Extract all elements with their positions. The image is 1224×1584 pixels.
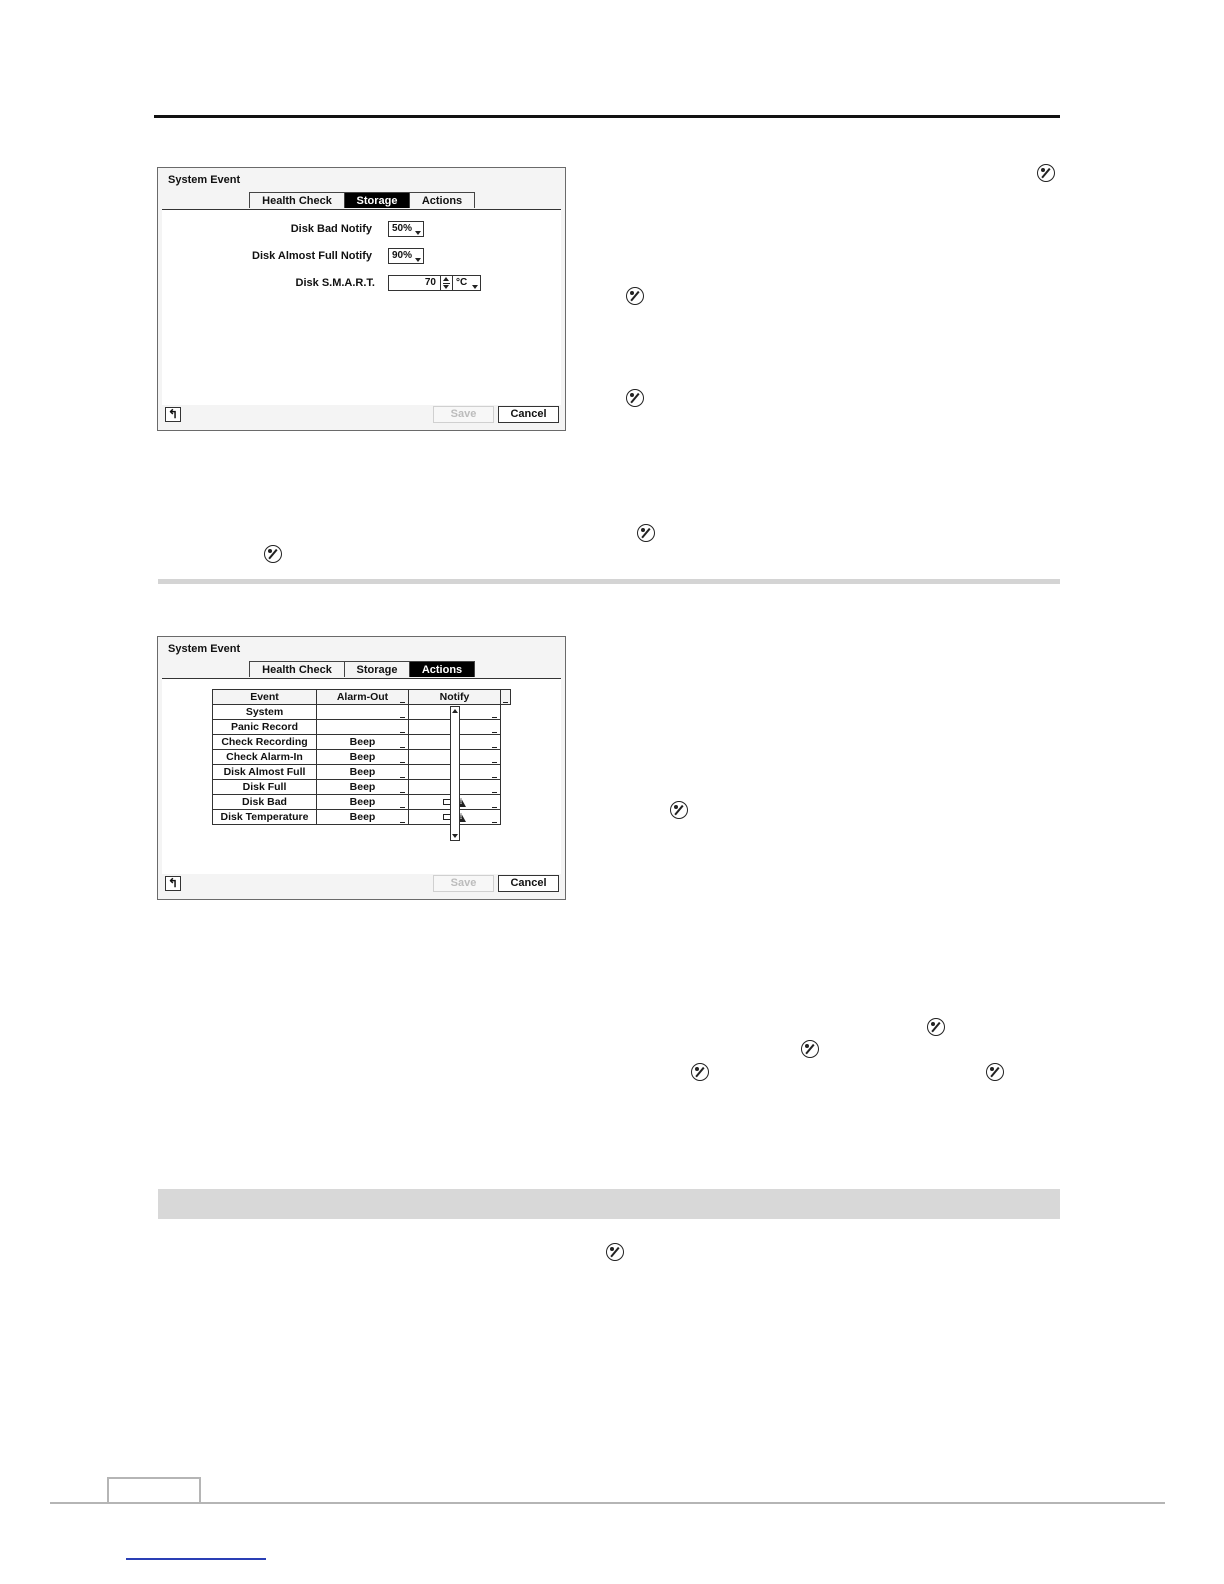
alarm-out-value: Beep bbox=[349, 781, 376, 793]
tab-bar bbox=[249, 661, 474, 678]
storage-dialog bbox=[157, 167, 566, 431]
alarm-out-value: Beep bbox=[349, 766, 376, 778]
temperature-unit-value: °C bbox=[456, 277, 468, 288]
tab-actions[interactable]: Actions bbox=[409, 661, 475, 677]
column-header-label: Alarm-Out bbox=[336, 691, 389, 703]
dialog-footer bbox=[162, 874, 561, 896]
alarm-out-value: Beep bbox=[349, 811, 376, 823]
disk-bad-notify-value: 50% bbox=[392, 223, 413, 234]
scroll-up-icon[interactable] bbox=[452, 709, 458, 713]
dialog-title: System Event bbox=[168, 643, 241, 655]
alarm-out-value: Beep bbox=[349, 796, 376, 808]
actions-table bbox=[212, 689, 511, 825]
select-enter-icon bbox=[801, 1040, 819, 1058]
table-row[interactable] bbox=[213, 795, 511, 810]
dialog-body bbox=[162, 678, 561, 874]
back-button[interactable] bbox=[165, 407, 181, 422]
chevron-down-icon bbox=[503, 702, 508, 704]
alarm-out-cell[interactable] bbox=[317, 765, 409, 780]
disk-almost-full-notify-select[interactable] bbox=[388, 248, 424, 264]
table-row[interactable] bbox=[213, 705, 511, 720]
stepper-down-icon bbox=[443, 285, 449, 289]
footer-rule bbox=[50, 1502, 1165, 1504]
chevron-down-icon bbox=[492, 822, 497, 824]
disk-bad-notify-select[interactable] bbox=[388, 221, 424, 237]
scrollbar-gutter bbox=[501, 750, 511, 765]
chevron-down-icon bbox=[400, 777, 405, 779]
alarm-out-value: Beep bbox=[349, 736, 376, 748]
disk-smart-value: 70 bbox=[424, 277, 436, 288]
disk-almost-full-notify-label: Disk Almost Full Notify bbox=[252, 250, 372, 262]
tab-health-check[interactable]: Health Check bbox=[249, 661, 345, 677]
chevron-down-icon bbox=[472, 285, 478, 289]
stepper-up-icon bbox=[443, 277, 449, 281]
tab-health-check[interactable]: Health Check bbox=[249, 192, 345, 208]
event-cell: Disk Bad bbox=[213, 795, 317, 810]
event-cell: Disk Temperature bbox=[213, 810, 317, 825]
vertical-scrollbar[interactable] bbox=[450, 706, 460, 841]
chevron-down-icon bbox=[492, 777, 497, 779]
alarm-out-cell[interactable] bbox=[317, 795, 409, 810]
tab-storage[interactable]: Storage bbox=[344, 661, 410, 677]
table-row[interactable] bbox=[213, 780, 511, 795]
page-number-tab bbox=[107, 1477, 201, 1504]
section-divider bbox=[158, 579, 1060, 584]
disk-almost-full-notify-value: 90% bbox=[392, 250, 413, 261]
cancel-button[interactable]: Cancel bbox=[498, 406, 559, 423]
back-arrow-icon: ↰ bbox=[167, 407, 179, 421]
temperature-unit-select[interactable] bbox=[452, 275, 481, 291]
select-enter-icon bbox=[264, 545, 282, 563]
section-band bbox=[158, 1189, 1060, 1219]
chevron-down-icon bbox=[400, 807, 405, 809]
scrollbar-gutter bbox=[501, 735, 511, 750]
select-enter-icon bbox=[691, 1063, 709, 1081]
disk-smart-input[interactable] bbox=[388, 275, 441, 291]
event-cell: Disk Full bbox=[213, 780, 317, 795]
event-cell: Disk Almost Full bbox=[213, 765, 317, 780]
column-header-notify[interactable] bbox=[409, 690, 501, 705]
table-row[interactable] bbox=[213, 735, 511, 750]
column-header-alarm-out[interactable] bbox=[317, 690, 409, 705]
save-button[interactable]: Save bbox=[433, 875, 494, 892]
chevron-down-icon bbox=[492, 747, 497, 749]
chevron-down-icon bbox=[400, 792, 405, 794]
footer-link-underline bbox=[126, 1558, 266, 1560]
chevron-down-icon bbox=[400, 732, 405, 734]
event-cell: Check Recording bbox=[213, 735, 317, 750]
chevron-down-icon bbox=[400, 747, 405, 749]
scrollbar-gutter bbox=[501, 765, 511, 780]
header-rule bbox=[154, 115, 1060, 118]
table-row[interactable] bbox=[213, 750, 511, 765]
alarm-out-cell[interactable] bbox=[317, 750, 409, 765]
scrollbar-gutter bbox=[501, 795, 511, 810]
scrollbar-gutter bbox=[501, 705, 511, 720]
table-row[interactable] bbox=[213, 765, 511, 780]
chevron-down-icon bbox=[400, 717, 405, 719]
chevron-down-icon bbox=[492, 807, 497, 809]
actions-dialog bbox=[157, 636, 566, 900]
tab-storage[interactable]: Storage bbox=[344, 192, 410, 208]
dialog-body bbox=[162, 209, 561, 405]
column-header-spacer bbox=[501, 690, 511, 705]
cancel-button[interactable]: Cancel bbox=[498, 875, 559, 892]
select-enter-icon bbox=[1037, 164, 1055, 182]
select-enter-icon bbox=[626, 389, 644, 407]
scrollbar-gutter bbox=[501, 720, 511, 735]
chevron-down-icon bbox=[492, 792, 497, 794]
select-enter-icon bbox=[986, 1063, 1004, 1081]
tab-bar bbox=[249, 192, 474, 209]
scroll-down-icon[interactable] bbox=[452, 834, 458, 838]
disk-smart-label: Disk S.M.A.R.T. bbox=[295, 277, 375, 289]
dialog-footer bbox=[162, 405, 561, 427]
alarm-out-cell[interactable] bbox=[317, 735, 409, 750]
event-cell: Check Alarm-In bbox=[213, 750, 317, 765]
chevron-down-icon bbox=[400, 762, 405, 764]
chevron-down-icon bbox=[415, 258, 421, 262]
select-enter-icon bbox=[626, 287, 644, 305]
alarm-out-cell[interactable] bbox=[317, 720, 409, 735]
alarm-out-cell[interactable] bbox=[317, 780, 409, 795]
chevron-down-icon bbox=[492, 732, 497, 734]
column-header-event[interactable]: Event bbox=[213, 690, 317, 705]
chevron-down-icon bbox=[400, 702, 405, 704]
select-enter-icon bbox=[637, 524, 655, 542]
scrollbar-gutter bbox=[501, 810, 511, 825]
alarm-out-cell[interactable] bbox=[317, 705, 409, 720]
select-enter-icon bbox=[606, 1243, 624, 1261]
scrollbar-gutter bbox=[501, 780, 511, 795]
select-enter-icon bbox=[927, 1018, 945, 1036]
select-enter-icon bbox=[670, 801, 688, 819]
chevron-down-icon bbox=[415, 231, 421, 235]
alarm-out-cell[interactable] bbox=[317, 810, 409, 825]
tab-actions[interactable]: Actions bbox=[409, 192, 475, 208]
save-button[interactable]: Save bbox=[433, 406, 494, 423]
column-header-label: Notify bbox=[439, 691, 470, 703]
chevron-down-icon bbox=[492, 717, 497, 719]
event-cell: System bbox=[213, 705, 317, 720]
dialog-title: System Event bbox=[168, 174, 241, 186]
back-button[interactable] bbox=[165, 876, 181, 891]
event-cell: Panic Record bbox=[213, 720, 317, 735]
chevron-down-icon bbox=[400, 822, 405, 824]
stepper-divider bbox=[443, 283, 450, 284]
alarm-out-value: Beep bbox=[349, 751, 376, 763]
table-row[interactable] bbox=[213, 720, 511, 735]
disk-bad-notify-label: Disk Bad Notify bbox=[290, 223, 372, 235]
back-arrow-icon: ↰ bbox=[167, 876, 179, 890]
table-row[interactable] bbox=[213, 810, 511, 825]
chevron-down-icon bbox=[492, 762, 497, 764]
